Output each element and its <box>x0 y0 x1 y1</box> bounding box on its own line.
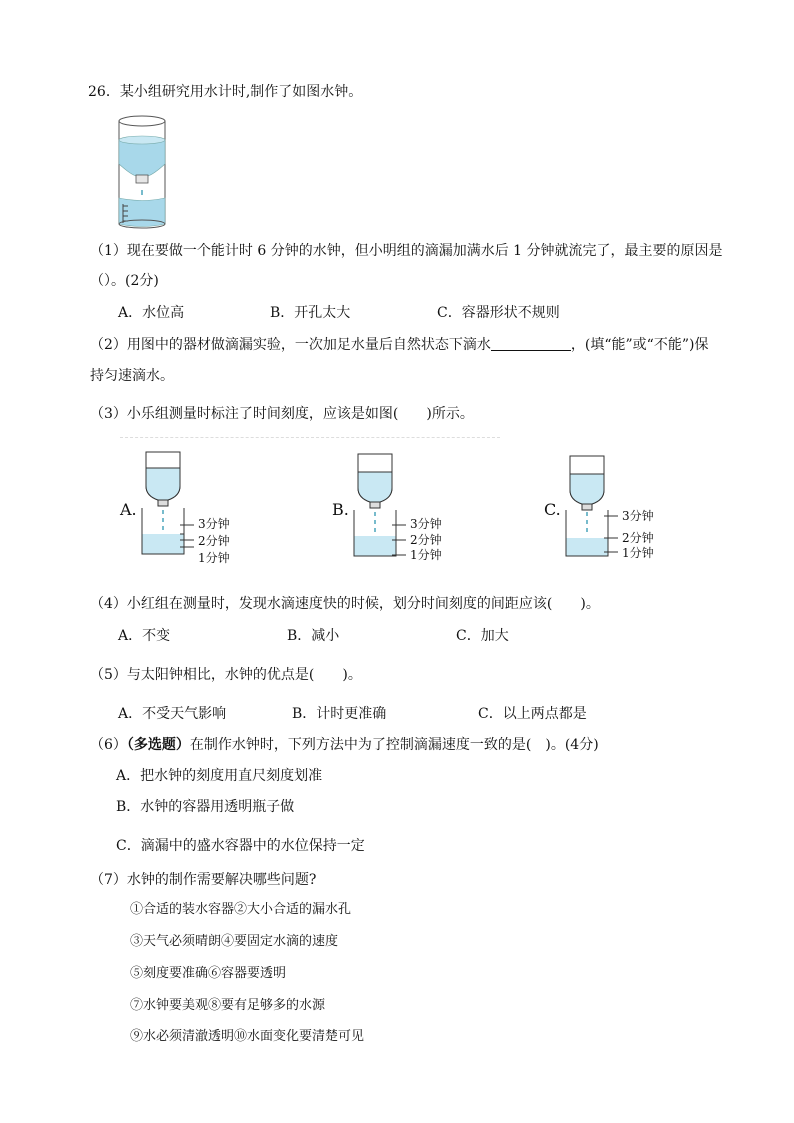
q4-option-b: B．减小 <box>287 628 340 644</box>
bottle-setup-a <box>118 450 268 570</box>
q1-option-b: B．开孔太大 <box>270 305 351 321</box>
q7-item-3: ⑤刻度要准确⑥容器要透明 <box>130 966 287 981</box>
q3-b-tick-2: 2分钟 <box>410 533 442 547</box>
q6-option-c: C．滴漏中的盛水容器中的水位保持一定 <box>116 838 365 854</box>
q6-multi-tag: （多选题） <box>126 737 190 753</box>
q3-figure-a-label: A. <box>120 500 137 519</box>
q3-figure-b-label: B. <box>332 500 349 519</box>
q2-line1-a: （2）用图中的器材做滴漏实验，一次加足水量后自然状态下滴水 <box>90 337 491 353</box>
q2-line2: 持匀速滴水。 <box>90 368 174 384</box>
q3-c-tick-1: 1分钟 <box>622 546 654 560</box>
bottle-setup-c <box>542 454 692 574</box>
q2-answer-blank[interactable] <box>491 336 571 351</box>
q4-option-a: A．不变 <box>118 628 171 644</box>
q2-line1-b: ，(填“能”或“不能”)保 <box>570 337 709 353</box>
q5-line1: （5）与太阳钟相比，水钟的优点是( )。 <box>90 667 362 683</box>
q5-option-c: C．以上两点都是 <box>478 706 587 722</box>
q6-option-b: B．水钟的容器用透明瓶子做 <box>116 799 295 815</box>
q7-item-1: ①合适的装水容器②大小合适的漏水孔 <box>130 902 352 917</box>
q3-a-tick-1: 1分钟 <box>198 551 230 565</box>
q3-figure-a <box>118 450 268 570</box>
q5-option-a: A．不受天气影响 <box>118 706 227 722</box>
q7-item-5: ⑨水必须清澈透明⑩水面变化要清楚可见 <box>130 1029 365 1044</box>
q1-line2: （）。(2分) <box>90 273 159 289</box>
q5-option-b: B．计时更准确 <box>292 706 387 722</box>
q3-figure-b <box>330 452 480 572</box>
bottle-setup-b <box>330 452 480 572</box>
question-title: 26．某小组研究用水计时,制作了如图水钟。 <box>88 84 363 100</box>
q3-b-tick-3: 3分钟 <box>410 517 442 531</box>
q1-option-a: A．水位高 <box>118 305 185 321</box>
q7-line1: （7）水钟的制作需要解决哪些问题? <box>90 872 317 888</box>
q3-figure-c-label: C. <box>544 500 561 519</box>
q6-question: 在制作水钟时，下列方法中为了控制滴漏速度一致的是( )。(4分) <box>189 737 599 753</box>
q4-option-c: C．加大 <box>456 628 509 644</box>
q6-option-a: A．把水钟的刻度用直尺刻度划准 <box>116 768 323 784</box>
q3-c-tick-3: 3分钟 <box>622 509 654 523</box>
water-clock-illustration <box>114 112 170 230</box>
q4-line1: （4）小红组在测量时，发现水滴速度快的时候，划分时间刻度的间距应该( )。 <box>90 596 600 612</box>
q1-option-c: C．容器形状不规则 <box>437 305 560 321</box>
q3-line1: （3）小乐组测量时标注了时间刻度，应该是如图( )所示。 <box>90 406 474 422</box>
q3-b-tick-1: 1分钟 <box>410 548 442 562</box>
q7-item-2: ③天气必须晴朗④要固定水滴的速度 <box>130 934 339 949</box>
divider <box>120 437 500 438</box>
q3-c-tick-2: 2分钟 <box>622 531 654 545</box>
q1-line1: （1）现在要做一个能计时 6 分钟的水钟，但小明组的滴漏加满水后 1 分钟就流完了，最主要的原因是 <box>90 243 723 259</box>
q3-figure-c <box>542 454 692 574</box>
q6-line1 <box>90 735 599 755</box>
q2-line1 <box>90 335 708 355</box>
q3-a-tick-2: 2分钟 <box>198 534 230 548</box>
q7-item-4: ⑦水钟要美观⑧要有足够多的水源 <box>130 998 326 1013</box>
q3-a-tick-3: 3分钟 <box>198 517 230 531</box>
q6-prefix: （6） <box>90 737 127 753</box>
